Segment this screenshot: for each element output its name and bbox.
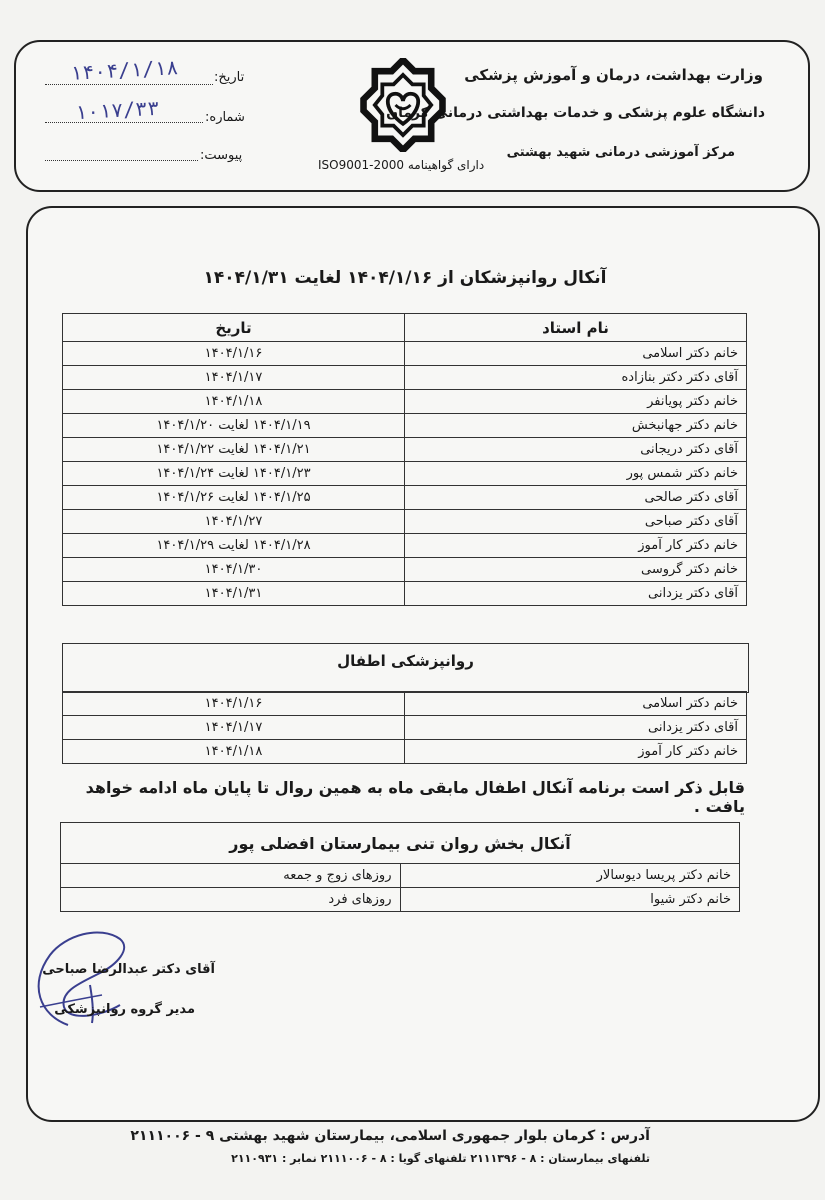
document-title: آنکال روانپزشکان از ۱۴۰۴/۱/۱۶ لغایت ۱۴۰۴/۱/۳۱: [203, 268, 607, 288]
date-handwritten: ۱۴۰۴/۱/۱۸: [69, 55, 179, 85]
psychosomatic-title: آنکال بخش روان تنی بیمارستان افضلی پور: [61, 823, 740, 864]
table-row: [63, 692, 747, 716]
doctor-name: آقای دکتر دریجانی: [405, 438, 747, 462]
oncall-date: ۱۴۰۴/۱/۱۹ لغایت ۱۴۰۴/۱/۲۰: [63, 414, 405, 438]
oncall-date: ۱۴۰۴/۱/۱۶: [63, 342, 405, 366]
doctor-name: آقای دکتر یزدانی: [405, 582, 747, 606]
table-row: [63, 366, 747, 390]
number-line: [45, 122, 203, 123]
psychiatrist-oncall-table: [62, 313, 747, 606]
signatory-name: آقای دکتر عبدالرضا صباحی: [42, 962, 215, 977]
table-row: [63, 558, 747, 582]
oncall-date: ۱۴۰۴/۱/۲۳ لغایت ۱۴۰۴/۱/۲۴: [63, 462, 405, 486]
oncall-date: ۱۴۰۴/۱/۲۱ لغایت ۱۴۰۴/۱/۲۲: [63, 438, 405, 462]
number-handwritten: ۱۰۱۷/۳۳: [74, 95, 160, 125]
date-column-header: تاریخ: [63, 314, 405, 342]
child-psychiatry-heading: روانپزشکی اطفال: [62, 643, 749, 693]
table-row: [63, 462, 747, 486]
table-row: [63, 716, 747, 740]
attachment-label: پیوست:: [200, 148, 243, 163]
table-row: [63, 510, 747, 534]
iso-certificate-text: دارای گواهینامه ISO9001-2000: [318, 158, 485, 172]
oncall-date: ۱۴۰۴/۱/۲۷: [63, 510, 405, 534]
doctor-name: خانم دکتر کار آموز: [405, 534, 747, 558]
center-name: مرکز آموزشی درمانی شهید بهشتی: [506, 145, 735, 160]
table-header-row: [63, 314, 747, 342]
table-row: [61, 888, 740, 912]
number-label: شماره:: [205, 110, 245, 125]
table-row: [63, 390, 747, 414]
name-column-header: نام استاد: [405, 314, 747, 342]
doctor-name: خانم دکتر شیوا: [400, 888, 740, 912]
oncall-date: ۱۴۰۴/۱/۳۱: [63, 582, 405, 606]
table-row: [63, 740, 747, 764]
doctor-name: خانم دکتر اسلامی: [405, 342, 747, 366]
doctor-name: خانم دکتر گروسی: [405, 558, 747, 582]
schedule-note: قابل ذکر است برنامه آنکال اطفال مابقی ماه به همین روال تا پایان ماه ادامه خواهد یافت .: [85, 778, 745, 816]
attachment-line: [45, 160, 198, 161]
table-row: [63, 582, 747, 606]
signatory-position: مدیر گروه روانپزشکی: [54, 1002, 195, 1017]
oncall-date: ۱۴۰۴/۱/۱۷: [63, 366, 405, 390]
doctor-name: خانم دکتر شمس پور: [405, 462, 747, 486]
oncall-date: ۱۴۰۴/۱/۱۷: [63, 716, 405, 740]
footer-phones: تلفنهای بیمارستان : ۸ - ۲۱۱۱۳۹۶ تلفنهای گویا : ۸ - ۲۱۱۱۰۰۶ نمابر : ۲۱۱۰۹۳۱: [231, 1152, 650, 1165]
oncall-date: ۱۴۰۴/۱/۲۵ لغایت ۱۴۰۴/۱/۲۶: [63, 486, 405, 510]
handwritten-signature-icon: [20, 925, 160, 1035]
oncall-days: روزهای فرد: [61, 888, 401, 912]
university-logo-icon: [356, 58, 450, 152]
doctor-name: خانم دکتر پریسا دیوسالار: [400, 864, 740, 888]
doctor-name: خانم دکتر پویانفر: [405, 390, 747, 414]
oncall-date: ۱۴۰۴/۱/۱۸: [63, 390, 405, 414]
doctor-name: خانم دکتر اسلامی: [405, 692, 747, 716]
doctor-name: آقای دکتر دکتر بنازاده: [405, 366, 747, 390]
doctor-name: خانم دکتر جهانبخش: [405, 414, 747, 438]
table-row: [63, 342, 747, 366]
doctor-name: آقای دکتر صالحی: [405, 486, 747, 510]
table-header-row: [61, 823, 740, 864]
psychosomatic-oncall-table: [60, 822, 740, 912]
table-row: [63, 534, 747, 558]
oncall-date: ۱۴۰۴/۱/۱۶: [63, 692, 405, 716]
oncall-days: روزهای زوج و جمعه: [61, 864, 401, 888]
table-row: [61, 864, 740, 888]
university-name: دانشگاه علوم پزشکی و خدمات بهداشتی درمانی کرمان: [386, 105, 765, 121]
table-row: [63, 438, 747, 462]
footer-address: آدرس : کرمان بلوار جمهوری اسلامی، بیمارستان شهید بهشتی ۹ - ۲۱۱۱۰۰۶: [130, 1128, 650, 1144]
oncall-date: ۱۴۰۴/۱/۳۰: [63, 558, 405, 582]
oncall-date: ۱۴۰۴/۱/۲۸ لغایت ۱۴۰۴/۱/۲۹: [63, 534, 405, 558]
child-psychiatry-table: [62, 691, 747, 764]
oncall-date: ۱۴۰۴/۱/۱۸: [63, 740, 405, 764]
doctor-name: آقای دکتر یزدانی: [405, 716, 747, 740]
table-row: [63, 486, 747, 510]
doctor-name: آقای دکتر صباحی: [405, 510, 747, 534]
date-label: تاریخ:: [214, 70, 245, 85]
doctor-name: خانم دکتر کار آموز: [405, 740, 747, 764]
table-row: [63, 414, 747, 438]
ministry-name: وزارت بهداشت، درمان و آموزش پزشکی: [464, 66, 763, 84]
